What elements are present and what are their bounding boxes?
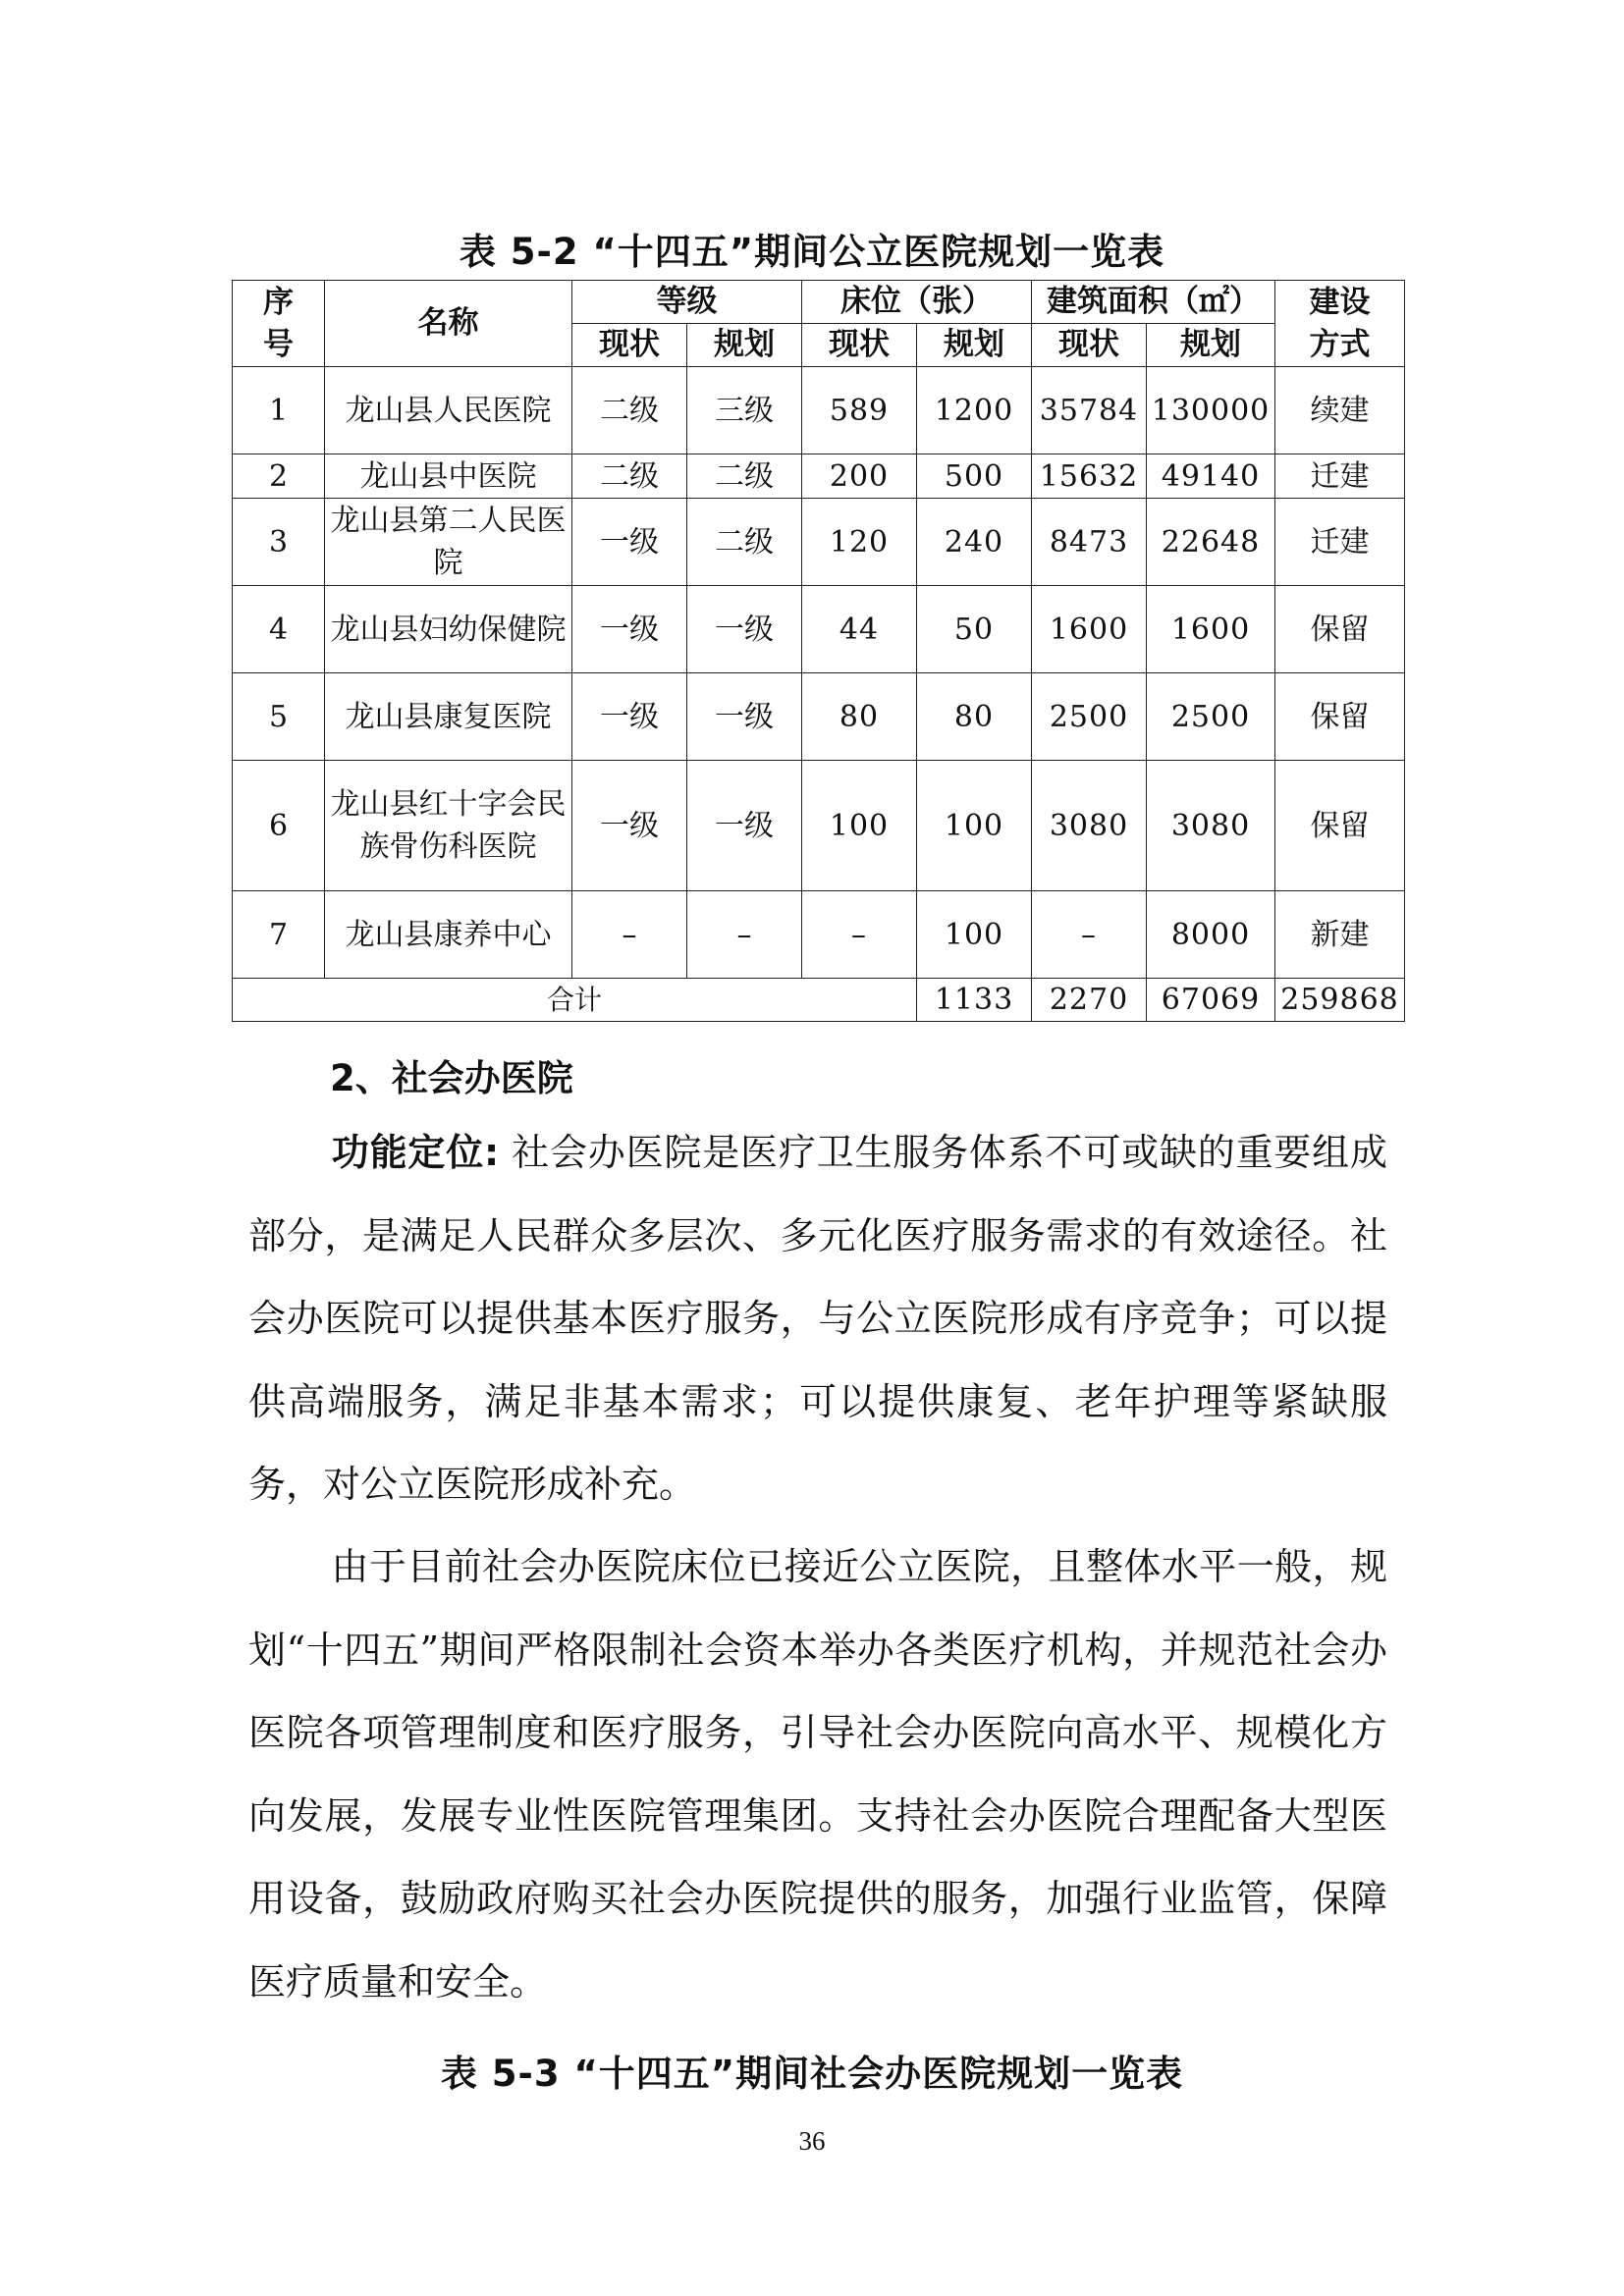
row-area-current: 15632	[1032, 454, 1147, 499]
public-hospital-plan-table	[232, 280, 1405, 1022]
row-beds-current: 589	[802, 367, 917, 454]
header-area: 建筑面积（㎡）	[1032, 281, 1275, 324]
row-grade-planned: 二级	[687, 499, 802, 586]
paragraph-lead: 功能定位:	[331, 1131, 500, 1174]
row-method: 续建	[1275, 367, 1405, 454]
row-grade-current: –	[572, 891, 687, 979]
row-method: 保留	[1275, 673, 1405, 761]
paragraph-function-positioning	[248, 1111, 1387, 1526]
row-seq: 7	[233, 891, 325, 979]
header-area-planned: 规划	[1147, 324, 1275, 367]
row-beds-planned: 500	[917, 454, 1032, 499]
row-grade-current: 一级	[572, 761, 687, 891]
row-beds-current: –	[802, 891, 917, 979]
row-beds-planned: 50	[917, 586, 1032, 673]
row-grade-planned: –	[687, 891, 802, 979]
table-row	[233, 673, 1405, 761]
row-name: 龙山县康复医院	[325, 673, 572, 761]
table-total-row	[233, 979, 1405, 1022]
table-row	[233, 454, 1405, 499]
row-area-current: 3080	[1032, 761, 1147, 891]
header-area-current: 现状	[1032, 324, 1147, 367]
row-method: 迁建	[1275, 454, 1405, 499]
header-grade-planned: 规划	[687, 324, 802, 367]
row-seq: 3	[233, 499, 325, 586]
row-grade-current: 一级	[572, 499, 687, 586]
row-beds-current: 200	[802, 454, 917, 499]
header-name: 名称	[325, 281, 572, 367]
row-seq: 6	[233, 761, 325, 891]
row-grade-planned: 二级	[687, 454, 802, 499]
row-area-planned: 8000	[1147, 891, 1275, 979]
total-beds-current: 1133	[917, 979, 1032, 1022]
row-area-current: 8473	[1032, 499, 1147, 586]
row-beds-planned: 80	[917, 673, 1032, 761]
row-name: 龙山县红十字会民族骨伤科医院	[325, 761, 572, 891]
paragraph-text: 由于目前社会办医院床位已接近公立医院，且整体水平一般，规划“十四五”期间严格限制社会资本举办各类医疗机构，并规范社会办医院各项管理制度和医疗服务，引导社会办医院向高水平、规模化方向发展，发展专业性医院管理集团。支持社会办医院合理配备大型医用设备，鼓励政府购买社会办医院提供的服务，加强行业监管，保障医疗质量和安全。	[248, 1545, 1387, 2003]
total-label: 合计	[233, 979, 917, 1022]
row-beds-planned: 100	[917, 891, 1032, 979]
row-method: 迁建	[1275, 499, 1405, 586]
row-name: 龙山县康养中心	[325, 891, 572, 979]
table-row	[233, 586, 1405, 673]
table-row	[233, 761, 1405, 891]
paragraph-planning	[248, 1525, 1387, 2023]
paragraph-text: 社会办医院是医疗卫生服务体系不可或缺的重要组成部分，是满足人民群众多层次、多元化医疗服务需求的有效途径。社会办医院可以提供基本医疗服务，与公立医院形成有序竞争；可以提供高端服务，满足非基本需求；可以提供康复、老年护理等紧缺服务，对公立医院形成补充。	[248, 1131, 1387, 1506]
total-area-current: 67069	[1147, 979, 1275, 1022]
row-area-planned: 22648	[1147, 499, 1275, 586]
row-area-current: –	[1032, 891, 1147, 979]
row-area-planned: 2500	[1147, 673, 1275, 761]
row-grade-current: 二级	[572, 454, 687, 499]
header-grade-current: 现状	[572, 324, 687, 367]
row-area-current: 35784	[1032, 367, 1147, 454]
row-beds-current: 44	[802, 586, 917, 673]
row-area-planned: 49140	[1147, 454, 1275, 499]
row-area-current: 1600	[1032, 586, 1147, 673]
section-heading: 2、社会办医院	[330, 1057, 573, 1099]
row-name: 龙山县第二人民医院	[325, 499, 572, 586]
row-grade-current: 二级	[572, 367, 687, 454]
row-area-planned: 1600	[1147, 586, 1275, 673]
row-grade-planned: 三级	[687, 367, 802, 454]
row-beds-current: 120	[802, 499, 917, 586]
header-beds-planned: 规划	[917, 324, 1032, 367]
row-grade-current: 一级	[572, 673, 687, 761]
row-seq: 5	[233, 673, 325, 761]
header-method: 建设方式	[1275, 281, 1405, 367]
row-beds-current: 80	[802, 673, 917, 761]
row-name: 龙山县人民医院	[325, 367, 572, 454]
row-name: 龙山县妇幼保健院	[325, 586, 572, 673]
row-seq: 4	[233, 586, 325, 673]
row-grade-planned: 一级	[687, 761, 802, 891]
row-grade-planned: 一级	[687, 586, 802, 673]
row-method: 保留	[1275, 586, 1405, 673]
row-grade-planned: 一级	[687, 673, 802, 761]
row-beds-planned: 100	[917, 761, 1032, 891]
total-area-planned: 259868	[1275, 979, 1405, 1022]
row-area-planned: 130000	[1147, 367, 1275, 454]
row-beds-planned: 240	[917, 499, 1032, 586]
row-name: 龙山县中医院	[325, 454, 572, 499]
row-seq: 1	[233, 367, 325, 454]
row-seq: 2	[233, 454, 325, 499]
row-beds-current: 100	[802, 761, 917, 891]
table-row	[233, 499, 1405, 586]
row-grade-current: 一级	[572, 586, 687, 673]
table-title: 表 5-2 “十四五”期间公立医院规划一览表	[459, 231, 1165, 273]
page-number: 36	[798, 2126, 826, 2156]
header-beds: 床位（张）	[802, 281, 1032, 324]
header-beds-current: 现状	[802, 324, 917, 367]
row-method: 保留	[1275, 761, 1405, 891]
header-seq: 序号	[233, 281, 325, 367]
row-method: 新建	[1275, 891, 1405, 979]
total-beds-planned: 2270	[1032, 979, 1147, 1022]
row-beds-planned: 1200	[917, 367, 1032, 454]
table-row	[233, 891, 1405, 979]
table-row	[233, 367, 1405, 454]
row-area-current: 2500	[1032, 673, 1147, 761]
table-title-2: 表 5-3 “十四五”期间社会办医院规划一览表	[440, 2053, 1184, 2095]
row-area-planned: 3080	[1147, 761, 1275, 891]
header-grade: 等级	[572, 281, 802, 324]
